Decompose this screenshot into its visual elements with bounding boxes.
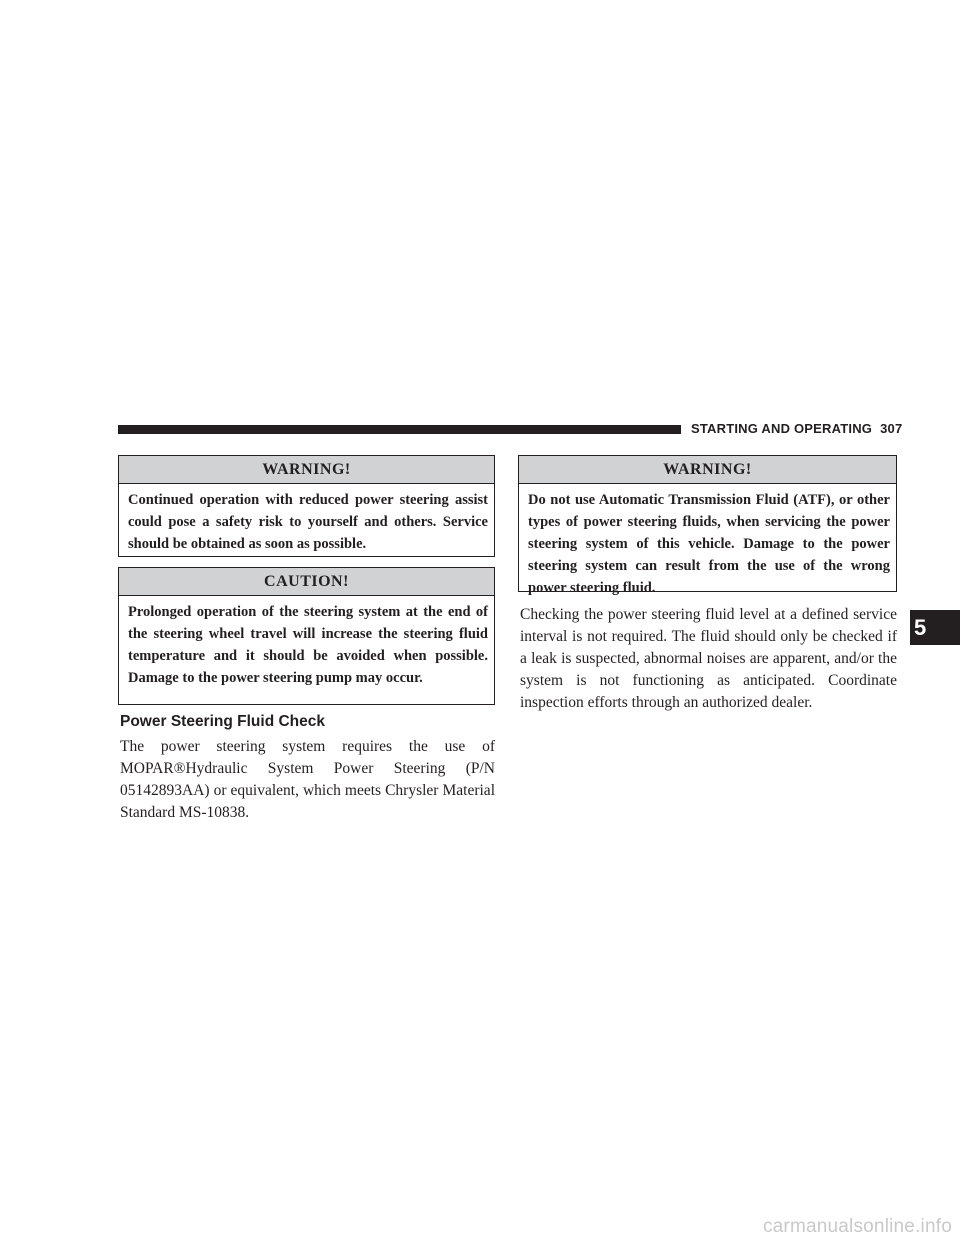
watermark: carmanualsonline.info (762, 1216, 952, 1237)
fluid-spec-paragraph: The power steering system requires the use of MOPAR®Hydraulic System Power Steering (P/N 05142893AA) or equivalent, which meets Chrysler Material Standard MS-10838. (120, 738, 495, 821)
running-header (691, 421, 902, 436)
warning-box-wrong-fluid (518, 455, 897, 596)
chapter-tab: 5 (910, 610, 960, 645)
section-heading: Power Steering Fluid Check (120, 713, 325, 730)
warning-title: WARNING! (519, 456, 896, 484)
warning-title: WARNING! (119, 456, 494, 484)
warning-body: Continued operation with reduced power steering assist could pose a safety risk to yourself and others. Service should be obtained as soon as possible. (128, 492, 488, 552)
warning-body: Do not use Automatic Transmission Fluid (ATF), or other types of power steering fluids, when servicing the power steering system of this vehicle. Damage to the power steering system can result from the use of the wrong power steering fluid. (528, 492, 890, 596)
warning-box-power-steering-assist (118, 455, 495, 557)
caution-box-steering-travel (118, 567, 495, 705)
header-rule (118, 425, 681, 434)
section-title: STARTING AND OPERATING (691, 421, 873, 436)
page-number: 307 (880, 421, 903, 436)
fluid-check-paragraph: Checking the power steering fluid level at a defined service interval is not required. The fluid should only be checked if a leak is suspected, abnormal noises are apparent, and/or the system is not functioning as anticipated. Coordinate inspection efforts through an authorized dealer. (520, 606, 897, 711)
caution-title: CAUTION! (119, 568, 494, 596)
caution-body: Prolonged operation of the steering system at the end of the steering wheel travel will increase the steering fluid temperature and it should be avoided when possible. Damage to the power steering pump may occur. (128, 604, 488, 686)
